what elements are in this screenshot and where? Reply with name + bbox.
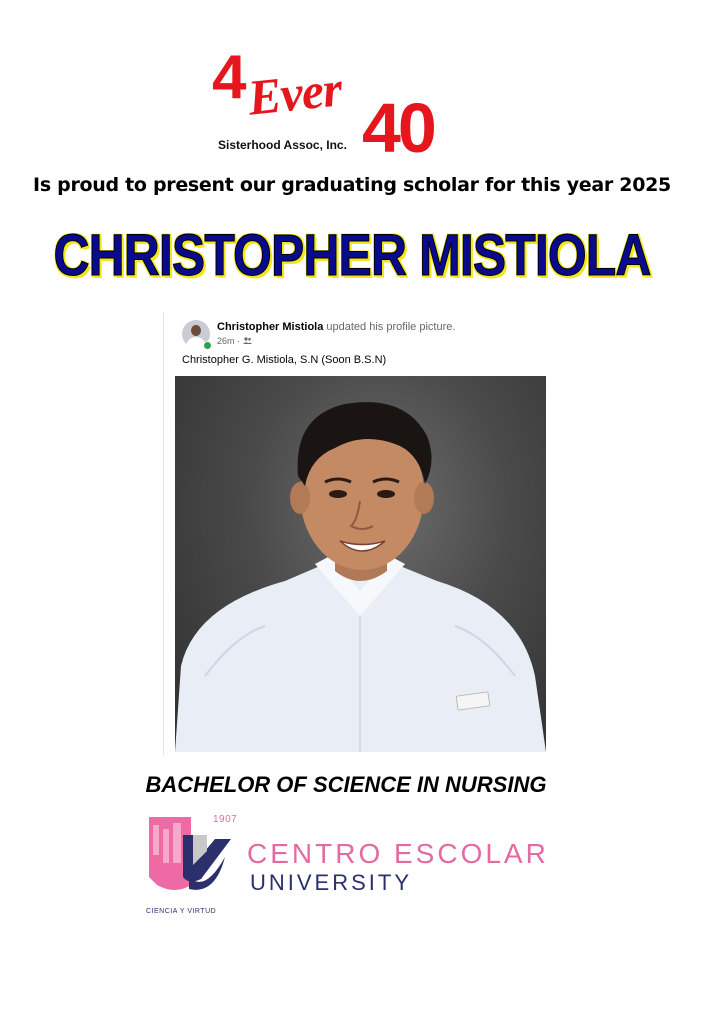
university-name-line2: UNIVERSITY bbox=[250, 870, 413, 895]
profile-post bbox=[163, 312, 552, 756]
degree-title: BACHELOR OF SCIENCE IN NURSING bbox=[145, 772, 547, 797]
headline: Is proud to present our graduating scholar for this year 2025 bbox=[33, 174, 671, 196]
graduate-portrait-illustration bbox=[175, 376, 546, 752]
post-caption: Christopher G. Mistiola, S.N (Soon B.S.N) bbox=[182, 354, 387, 366]
logo-forty: 40 bbox=[362, 89, 434, 167]
scholar-name: CHRISTOPHER MISTIOLA bbox=[53, 223, 651, 288]
post-action: updated his profile picture. bbox=[323, 321, 456, 333]
post-author-link[interactable]: Christopher Mistiola bbox=[217, 321, 324, 333]
post-author-line bbox=[217, 321, 455, 333]
post-time[interactable]: 26m bbox=[217, 336, 235, 346]
graduate-photo[interactable] bbox=[175, 376, 546, 752]
university-motto: CIENCIA Y VIRTUD bbox=[146, 908, 217, 915]
separator-dot: · bbox=[237, 336, 241, 346]
university-name-line1: CENTRO ESCOLAR bbox=[247, 838, 549, 869]
friends-icon bbox=[243, 337, 252, 344]
university-founding-year: 1907 bbox=[213, 814, 238, 825]
university-seal-icon bbox=[145, 815, 237, 905]
logo-ever: Ever bbox=[245, 60, 344, 126]
online-status-icon bbox=[203, 341, 212, 350]
association-logo bbox=[200, 43, 470, 173]
logo-four: 4 bbox=[212, 43, 245, 112]
logo-subtitle: Sisterhood Assoc, Inc. bbox=[218, 138, 347, 152]
post-meta bbox=[217, 336, 252, 346]
